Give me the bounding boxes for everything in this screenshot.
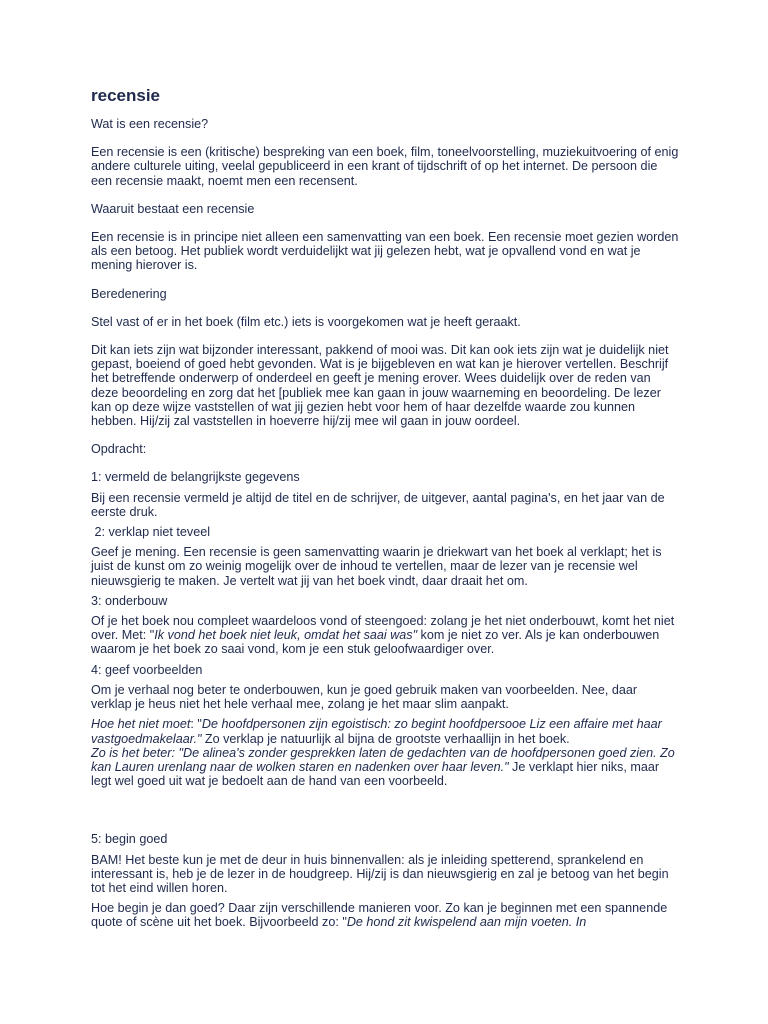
paragraph-reasoning-detail: Dit kan iets zijn wat bijzonder interessant, pakkend of mooi was. Dit kan ook iets zijn wat je duidelijk niet gepast, boeiend of goed hebt gevonden. Wat is je bijgebleven en wat kan je hierover vertellen. Beschrijf het betreffende onderwerp of onderdeel en geeft je mening erover. Wees duidelijk over de reden van deze beoordeling en zorg dat het [publiek mee kan gaan in jouw waarneming en beoordeling. De lezer kan op deze wijze vaststellen of wat jij gezien hebt voor hem of haar dezelfde waarde zou kunnen hebben. Hij/zij zal vaststellen in hoeverre hij/zij mee wil gaan in jouw oordeel. (91, 343, 669, 429)
section-5-body-start: Hoe begin je dan goed? Daar zijn verschillende manieren voor. Zo kan je beginnen met een spannende quote of scène uit het boek. Bijvoorbeeld zo: " (91, 901, 668, 930)
section-3-heading: 3: onderbouw (91, 593, 168, 608)
section-2-heading: 2: verklap niet teveel (91, 525, 211, 540)
example-bad-rest: Zo verklap je natuurlijk al bijna de grootste verhaallijn in het boek. (201, 731, 570, 746)
example-bad-label: Hoe het niet moet (91, 717, 191, 732)
section-4-body: Om je verhaal nog beter te onderbouwen, kun je goed gebruik maken van voorbeelden. Nee, daar verklap je heus niet het hele verhaal mee, zolang je het maar slim aanpakt. (91, 682, 638, 712)
document-title: recensie (91, 86, 160, 105)
paragraph-definition: Een recensie is een (kritische) bespreking van een boek, film, toneelvoorstelling, muziekuitvoering of enig andere culturele uiting, veelal gepubliceerd in een krant of tijdschrift of op het internet. De persoon die een recensie maakt, noemt men een recensent. (91, 145, 679, 188)
section-2-body: Geef je mening. Een recensie is geen samenvatting waarin je driekwart van het boek al verklapt; het is juist de kunst om zo weinig mogelijk over de inhoud te vertellen, maar de lezer van je recensie wel nieuwsgierig te maken. Je vertelt wat jij van het boek vindt, daar draait het om. (91, 545, 662, 588)
example-bad-colon: : " (190, 717, 202, 732)
example-good-quote: Zo is het beter: "De alinea's zonder gesprekken laten de gedachten van de hoofdpersonen goed zien. Zo kan Lauren urenlang naar de wolken staren en nadenken over haar leven." (91, 745, 675, 774)
example-bad-quote: De hoofdpersonen zijn egoistisch: zo begint hoofdpersooe Liz een affaire met haar vastgoedmakelaar." (91, 717, 662, 746)
heading-assignment: Opdracht: (91, 442, 147, 457)
section-3-body-start: Of je het boek nou compleet waardeloos vond of steengoed: zolang je het niet onderbouwt, komt het niet over. Met: " (91, 614, 675, 643)
example-good-rest: Je verklapt hier niks, maar legt wel goed uit wat je bedoelt aan de hand van een voorbeeld. (91, 759, 660, 789)
section-5-body-continued (91, 901, 679, 929)
section-4-example-bad (91, 717, 679, 745)
heading-what-is: Wat is een recensie? (91, 117, 209, 131)
paragraph-reasoning-intro: Stel vast of er in het boek (film etc.) iets is voorgekomen wat je heeft geraakt. (91, 314, 521, 329)
section-3-body (91, 614, 679, 657)
section-1-body: Bij een recensie vermeld je altijd de titel en de schrijver, de uitgever, aantal pagina's, en het jaar van de eerste druk. (91, 490, 665, 519)
section-4-example-good (91, 746, 679, 789)
section-4-heading: 4: geef voorbeelden (91, 662, 203, 677)
section-1-heading: 1: vermeld de belangrijkste gegevens (91, 470, 300, 485)
heading-consists-of: Waaruit bestaat een recensie (91, 201, 255, 216)
section-5-body: BAM! Het beste kun je met de deur in huis binnenvallen: als je inleiding spetterend, sprankelend en interessant is, heb je de lezer in de houdgreep. Hij/zij is dan nieuwsgierig en zal je betoog van het begin tot het eind willen horen. (91, 852, 669, 895)
paragraph-consists-of: Een recensie is in principe niet alleen een samenvatting van een boek. Een recensie moet gezien worden als een betoog. Het publiek wordt verduidelijkt wat jij gelezen hebt, wat je opvallend vond en wat je mening hierover is. (91, 230, 679, 273)
heading-reasoning: Beredenering (91, 286, 167, 301)
document-page (91, 86, 679, 930)
section-3-body-end: kom je niet zo ver. Als je kan onderbouwen waarom je het boek zo saai vond, kom je een stuk geloofwaardiger over. (91, 628, 660, 657)
section-5-heading: 5: begin goed (91, 832, 168, 847)
section-3-quote: Ik vond het boek niet leuk, omdat het saai was" (154, 628, 418, 643)
section-5-quote: De hond zit kwispelend aan mijn voeten. In (346, 915, 587, 930)
